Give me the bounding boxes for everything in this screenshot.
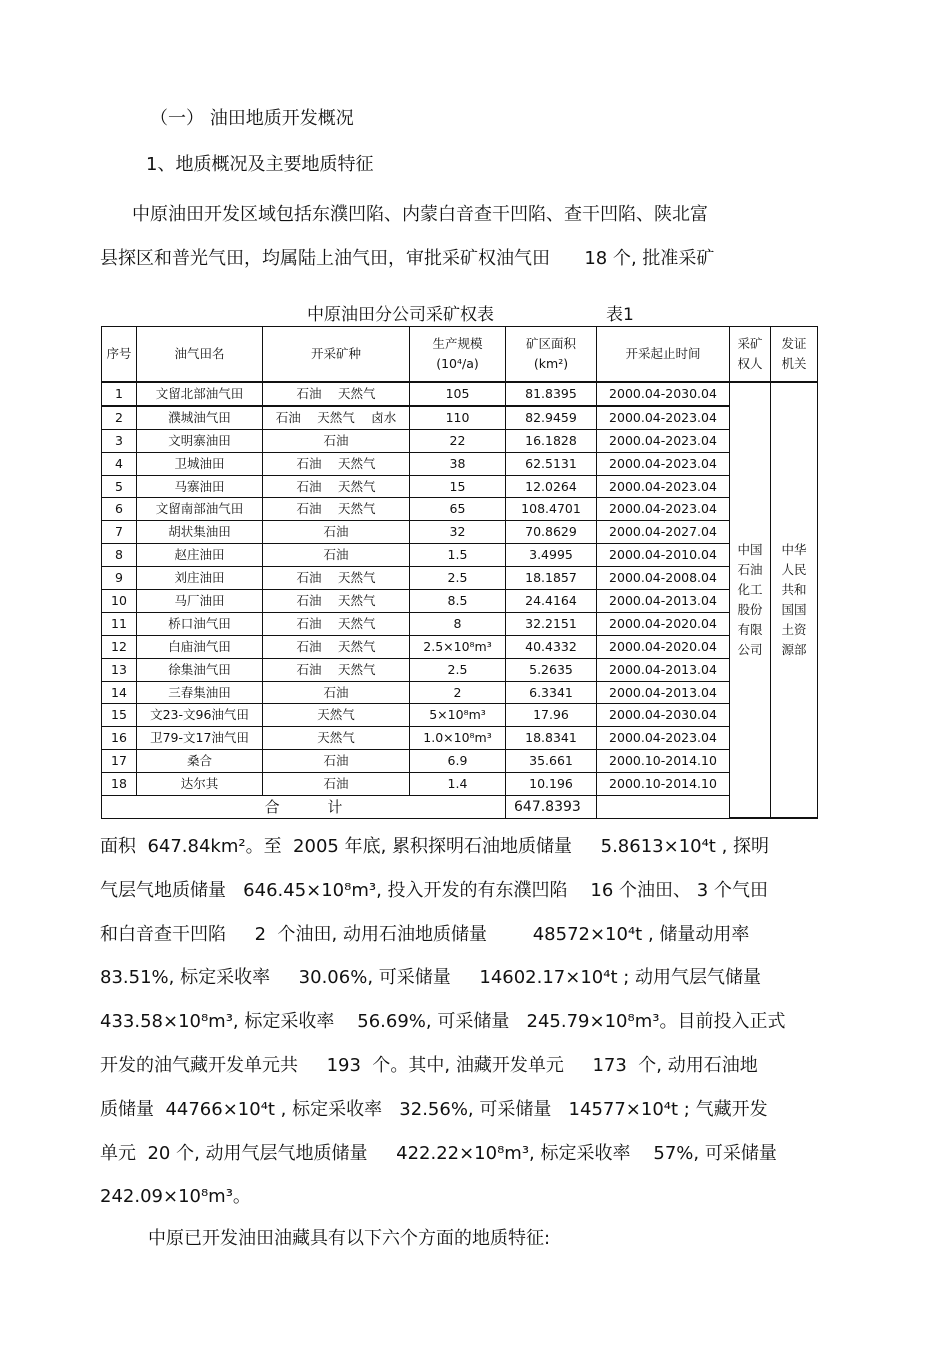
- cell-type: 天然气: [263, 727, 410, 750]
- cell-no: 5: [102, 475, 137, 498]
- total-area: 647.8393: [506, 796, 597, 819]
- cell-area: 70.8629: [506, 521, 597, 544]
- header-no: 序号: [102, 327, 137, 383]
- cell-area: 17.96: [506, 704, 597, 727]
- table-row: [102, 681, 818, 704]
- cell-period: 2000.10-2014.10: [597, 773, 730, 796]
- cell-scale: 1.4: [410, 773, 506, 796]
- header-issuer: 发证机关: [771, 327, 818, 383]
- table-row: [102, 521, 818, 544]
- cell-type: 石油: [263, 544, 410, 567]
- cell-name: 文留南部油气田: [137, 498, 263, 521]
- body-line: 433.58×10⁸m³, 标定采收率 56.69%, 可采储量 245.79×10⁸m³。目前投入正式: [100, 1011, 786, 1033]
- cell-no: 14: [102, 681, 137, 704]
- cell-no: 8: [102, 544, 137, 567]
- closing-paragraph: 中原已开发油田油藏具有以下六个方面的地质特征:: [148, 1228, 551, 1249]
- cell-scale: 22: [410, 429, 506, 452]
- table-row: [102, 475, 818, 498]
- cell-name: 马寨油田: [137, 475, 263, 498]
- cell-period: 2000.04-2023.04: [597, 475, 730, 498]
- cell-area: 18.1857: [506, 567, 597, 590]
- cell-no: 1: [102, 382, 137, 406]
- cell-type: 石油 天然气: [263, 658, 410, 681]
- table-row: [102, 727, 818, 750]
- cell-no: 16: [102, 727, 137, 750]
- cell-period: 2000.04-2020.04: [597, 612, 730, 635]
- cell-no: 9: [102, 567, 137, 590]
- body-line: 面积 647.84km²。至 2005 年底, 累积探明石油地质储量 5.8613×10⁴t , 探明: [100, 836, 770, 857]
- cell-name: 卫城油田: [137, 452, 263, 475]
- body-line: 83.51%, 标定采收率 30.06%, 可采储量 14602.17×10⁴t ; 动用气层气储量: [100, 967, 762, 989]
- cell-scale: 1.5: [410, 544, 506, 567]
- header-scale-unit: (10⁴/a): [436, 356, 479, 371]
- header-holder: 采矿权人: [730, 327, 771, 383]
- subsection-heading: 1、地质概况及主要地质特征: [146, 154, 374, 175]
- cell-type: 石油 天然气: [263, 590, 410, 613]
- section-heading: （一） 油田地质开发概况: [150, 108, 354, 129]
- cell-area: 5.2635: [506, 658, 597, 681]
- cell-period: 2000.04-2013.04: [597, 658, 730, 681]
- table-row: [102, 704, 818, 727]
- header-area-label: 矿区面积: [525, 336, 576, 351]
- cell-area: 18.8341: [506, 727, 597, 750]
- cell-name: 赵庄油田: [137, 544, 263, 567]
- header-period: 开采起止时间: [597, 327, 730, 383]
- cell-type: 石油 天然气: [263, 382, 410, 406]
- cell-name: 达尔其: [137, 773, 263, 796]
- table-title: 中原油田分公司采矿权表: [307, 305, 494, 325]
- table-row: [102, 612, 818, 635]
- cell-no: 11: [102, 612, 137, 635]
- cell-type: 石油 天然气: [263, 452, 410, 475]
- cell-name: 文留北部油气田: [137, 382, 263, 406]
- cell-scale: 2.5×10⁸m³: [410, 635, 506, 658]
- body-line: 242.09×10⁸m³。: [100, 1186, 251, 1208]
- cell-type: 石油: [263, 681, 410, 704]
- cell-period: 2000.04-2023.04: [597, 498, 730, 521]
- cell-period: 2000.04-2023.04: [597, 429, 730, 452]
- cell-period: 2000.04-2030.04: [597, 382, 730, 406]
- cell-type: 石油 天然气: [263, 635, 410, 658]
- cell-period: 2000.04-2023.04: [597, 452, 730, 475]
- cell-period: 2000.04-2020.04: [597, 635, 730, 658]
- cell-area: 3.4995: [506, 544, 597, 567]
- cell-period: 2000.04-2008.04: [597, 567, 730, 590]
- table-row: [102, 498, 818, 521]
- header-scale-label: 生产规模: [432, 336, 483, 351]
- intro-line-1: 中原油田开发区域包括东濮凹陷、内蒙白音查干凹陷、查干凹陷、陕北富: [132, 204, 708, 225]
- total-row: [102, 796, 818, 819]
- cell-period: 2000.04-2010.04: [597, 544, 730, 567]
- cell-name: 白庙油气田: [137, 635, 263, 658]
- cell-no: 10: [102, 590, 137, 613]
- cell-name: 卫79-文17油气田: [137, 727, 263, 750]
- cell-scale: 2.5: [410, 658, 506, 681]
- cell-period: 2000.10-2014.10: [597, 750, 730, 773]
- mining-rights-table: [101, 326, 818, 819]
- cell-scale: 8: [410, 612, 506, 635]
- table-row: [102, 406, 818, 429]
- cell-period: 2000.04-2013.04: [597, 681, 730, 704]
- holder-cell: 中国石油化工股份有限公司: [730, 382, 771, 818]
- cell-scale: 6.9: [410, 750, 506, 773]
- header-area-unit: (km²): [533, 356, 569, 371]
- body-line: 质储量 44766×10⁴t , 标定采收率 32.56%, 可采储量 14577×10⁴t ; 气藏开发: [100, 1098, 768, 1120]
- body-line: 和白音查干凹陷 2 个油田, 动用石油地质储量 48572×10⁴t , 储量动用率: [100, 923, 750, 945]
- cell-no: 7: [102, 521, 137, 544]
- cell-type: 石油 天然气: [263, 612, 410, 635]
- cell-no: 12: [102, 635, 137, 658]
- cell-type: 天然气: [263, 704, 410, 727]
- table-number: 表1: [606, 305, 634, 325]
- cell-name: 马厂油田: [137, 590, 263, 613]
- cell-scale: 110: [410, 406, 506, 429]
- cell-area: 24.4164: [506, 590, 597, 613]
- cell-no: 18: [102, 773, 137, 796]
- cell-period: 2000.04-2030.04: [597, 704, 730, 727]
- cell-name: 桥口油气田: [137, 612, 263, 635]
- cell-area: 6.3341: [506, 681, 597, 704]
- table-row: [102, 750, 818, 773]
- table-row: [102, 590, 818, 613]
- total-label: 合 计: [102, 796, 506, 819]
- cell-type: 石油 天然气: [263, 475, 410, 498]
- cell-name: 文23-文96油气田: [137, 704, 263, 727]
- cell-scale: 8.5: [410, 590, 506, 613]
- intro-line-2: 县探区和普光气田，均属陆上油气田，审批采矿权油气田 18 个, 批准采矿: [100, 248, 715, 269]
- cell-scale: 5×10⁸m³: [410, 704, 506, 727]
- cell-area: 32.2151: [506, 612, 597, 635]
- issuer-cell: 中华人民共和国国土资源部: [771, 382, 818, 818]
- cell-scale: 105: [410, 382, 506, 406]
- cell-type: 石油: [263, 521, 410, 544]
- body-line: 开发的油气藏开发单元共 193 个。其中, 油藏开发单元 173 个, 动用石油地: [100, 1055, 758, 1076]
- header-scale: [410, 327, 506, 383]
- table-row: [102, 429, 818, 452]
- body-line: 单元 20 个, 动用气层气地质储量 422.22×10⁸m³, 标定采收率 57%, 可采储量: [100, 1142, 777, 1164]
- cell-type: 石油 天然气: [263, 567, 410, 590]
- cell-name: 胡状集油田: [137, 521, 263, 544]
- cell-name: 文明寨油田: [137, 429, 263, 452]
- cell-no: 13: [102, 658, 137, 681]
- cell-area: 82.9459: [506, 406, 597, 429]
- header-type: 开采矿种: [263, 327, 410, 383]
- cell-scale: 2: [410, 681, 506, 704]
- table-row: [102, 382, 818, 406]
- cell-no: 4: [102, 452, 137, 475]
- cell-period: 2000.04-2023.04: [597, 406, 730, 429]
- cell-type: 石油: [263, 773, 410, 796]
- table-header-row: [102, 327, 818, 383]
- cell-area: 12.0264: [506, 475, 597, 498]
- cell-area: 16.1828: [506, 429, 597, 452]
- cell-name: 桑合: [137, 750, 263, 773]
- cell-name: 刘庄油田: [137, 567, 263, 590]
- cell-name: 三春集油田: [137, 681, 263, 704]
- cell-no: 3: [102, 429, 137, 452]
- cell-no: 2: [102, 406, 137, 429]
- cell-area: 108.4701: [506, 498, 597, 521]
- table-row: [102, 773, 818, 796]
- cell-no: 15: [102, 704, 137, 727]
- cell-area: 81.8395: [506, 382, 597, 406]
- cell-type: 石油 天然气: [263, 498, 410, 521]
- header-area: [506, 327, 597, 383]
- cell-type: 石油: [263, 429, 410, 452]
- cell-no: 6: [102, 498, 137, 521]
- table-row: [102, 544, 818, 567]
- cell-period: 2000.04-2013.04: [597, 590, 730, 613]
- cell-period: 2000.04-2027.04: [597, 521, 730, 544]
- cell-name: 徐集油气田: [137, 658, 263, 681]
- header-name: 油气田名: [137, 327, 263, 383]
- cell-area: 10.196: [506, 773, 597, 796]
- cell-area: 40.4332: [506, 635, 597, 658]
- cell-scale: 15: [410, 475, 506, 498]
- table-row: [102, 635, 818, 658]
- cell-type: 石油: [263, 750, 410, 773]
- total-period-empty: [597, 796, 730, 819]
- cell-name: 濮城油气田: [137, 406, 263, 429]
- cell-no: 17: [102, 750, 137, 773]
- cell-scale: 32: [410, 521, 506, 544]
- cell-area: 62.5131: [506, 452, 597, 475]
- table-row: [102, 452, 818, 475]
- cell-area: 35.661: [506, 750, 597, 773]
- cell-scale: 2.5: [410, 567, 506, 590]
- cell-scale: 1.0×10⁸m³: [410, 727, 506, 750]
- cell-period: 2000.04-2023.04: [597, 727, 730, 750]
- cell-scale: 65: [410, 498, 506, 521]
- cell-type: 石油 天然气 卤水: [263, 406, 410, 429]
- cell-scale: 38: [410, 452, 506, 475]
- table-row: [102, 567, 818, 590]
- body-line: 气层气地质储量 646.45×10⁸m³, 投入开发的有东濮凹陷 16 个油田、 3 个气田: [100, 879, 768, 901]
- table-row: [102, 658, 818, 681]
